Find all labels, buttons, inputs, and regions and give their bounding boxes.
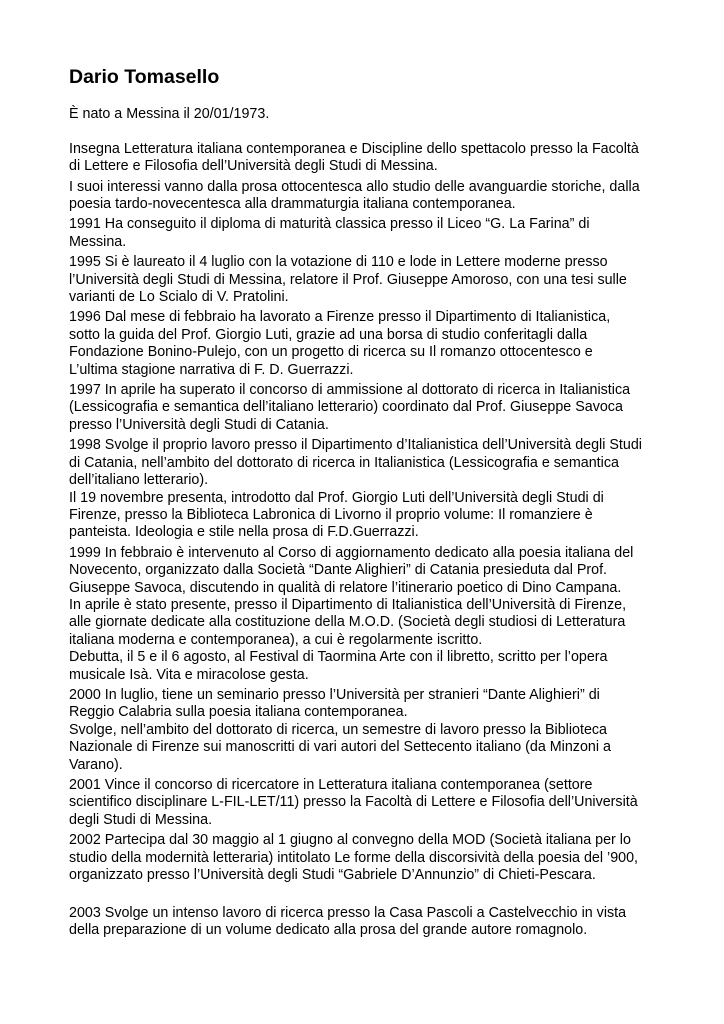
text-line: Reggio Calabria sulla poesia italiana contemporanea. [69,704,408,721]
text-line: 2003 Svolge un intenso lavoro di ricerca presso la Casa Pascoli a Castelvecchio in vista [69,904,627,921]
bio-paragraph [69,309,669,379]
text-line: degli Studi di Messina. [69,811,213,828]
text-line: l’Università degli Studi di Messina, relatore il Prof. Giuseppe Amoroso, con una tesi sulle [69,271,627,288]
text-line: Nazionale di Firenze sui manoscritti di vari autori del Settecento italiano (da Minzoni a [69,739,611,756]
bio-paragraph [69,216,669,251]
text-line: scientifico disciplinare L-FIL-LET/11) presso la Facoltà di Lettere e Filosofia dell’Università [69,794,638,811]
bio-paragraph [69,437,669,541]
text-line: (Lessicografia e semantica dell’italiano letterario) coordinato dal Prof. Giuseppe Savoca [69,399,623,416]
text-line: In aprile è stato presente, presso il Dipartimento di Italianistica dell’Università di Firenze, [69,596,627,613]
text-line: 1996 Dal mese di febbraio ha lavorato a Firenze presso il Dipartimento di Italianistica, [69,309,611,326]
biography-paragraphs [69,141,669,940]
text-line: Il 19 novembre presenta, introdotto dal Prof. Giorgio Luti dell’Università degli Studi di [69,489,604,506]
text-line: 1997 In aprile ha superato il concorso di ammissione al dottorato di ricerca in Italianistica [69,382,631,399]
text-line: Firenze, presso la Biblioteca Labronica di Livorno il proprio volume: Il romanziere è [69,506,593,523]
bio-paragraph [69,179,669,214]
text-line: sotto la guida del Prof. Giorgio Luti, grazie ad una borsa di studio conferitagli dalla [69,326,588,343]
birth-line: È nato a Messina il 20/01/1973. [69,106,270,122]
text-line: 1995 Si è laureato il 4 luglio con la votazione di 110 e lode in Lettere moderne presso [69,254,608,271]
bio-paragraph [69,382,669,434]
bio-paragraph [69,905,669,940]
bio-paragraph [69,687,669,774]
text-line: Insegna Letteratura italiana contemporanea e Discipline dello spettacolo presso la Facoltà [69,140,639,157]
text-line: L’ultima stagione narrativa di F. D. Guerrazzi. [69,361,354,378]
text-line: 1991 Ha conseguito il diploma di maturità classica presso il Liceo “G. La Farina” di [69,216,590,233]
text-line: italiana moderna e contemporanea), a cui è regolarmente iscritto. [69,631,483,648]
text-line: della preparazione di un volume dedicato alla prosa del grande autore romagnolo. [69,922,588,939]
text-line: poesia tardo-novecentesca alla drammaturgia italiana contemporanea. [69,196,516,213]
text-line: 1998 Svolge il proprio lavoro presso il Dipartimento d’Italianistica dell’Università degli Studi [69,437,642,454]
text-line: Debutta, il 5 e il 6 agosto, al Festival di Taormina Arte con il libretto, scritto per l’opera [69,649,608,666]
text-line: panteista. Ideologia e stile nella prosa di F.D.Guerrazzi. [69,524,419,541]
text-line: Giuseppe Savoca, discutendo in qualità di relatore l’itinerario poetico di Dino Campana. [69,579,622,596]
text-line: musicale Isà. Vita e miracolose gesta. [69,666,309,683]
bio-paragraph [69,545,669,684]
text-line: 2002 Partecipa dal 30 maggio al 1 giugno al convegno della MOD (Società italiana per lo [69,832,631,849]
text-line: 2000 In luglio, tiene un seminario presso l’Università per stranieri “Dante Alighieri” di [69,686,600,703]
text-line: 1999 In febbraio è intervenuto al Corso di aggiornamento dedicato alla poesia italiana del [69,544,634,561]
bio-paragraph [69,777,669,829]
text-line: Messina. [69,233,127,250]
text-line: dell’italiano letterario). [69,472,209,489]
bio-paragraph [69,832,669,884]
bio-paragraph [69,254,669,306]
text-line: organizzato presso l’Università degli Studi “Gabriele D’Annunzio” di Chieti-Pescara. [69,867,596,884]
text-line: Svolge, nell’ambito del dottorato di ricerca, un semestre di lavoro presso la Biblioteca [69,721,607,738]
text-line: presso l’Università degli Studi di Catania. [69,416,329,433]
text-line: di Catania, nell’ambito del dottorato di ricerca in Italianistica (Lessicografia e semantica [69,454,619,471]
page-title: Dario Tomasello [69,66,220,88]
document-content [69,64,669,943]
text-line: alle giornate dedicate alla costituzione della M.O.D. (Società degli studiosi di Letteratura [69,614,626,631]
text-line: 2001 Vince il concorso di ricercatore in Letteratura italiana contemporanea (settore [69,777,593,794]
text-line: di Lettere e Filosofia dell’Università degli Studi di Messina. [69,158,438,175]
text-line: studio della modernità letteraria) intitolato Le forme della discorsività della poesia del ’900, [69,849,639,866]
text-line: I suoi interessi vanno dalla prosa ottocentesca allo studio delle avanguardie storiche, dalla [69,178,640,195]
text-line: Fondazione Bonino-Pulejo, con un progetto di ricerca su Il romanzo ottocentesco e [69,344,593,361]
text-line: Novecento, organizzato dalla Società “Dante Alighieri” di Catania presieduta dal Prof. [69,562,608,579]
paragraph-gap [69,887,669,904]
bio-paragraph [69,141,669,176]
text-line: Varano). [69,756,123,773]
text-line: varianti de Lo Scialo di V. Pratolini. [69,289,289,306]
